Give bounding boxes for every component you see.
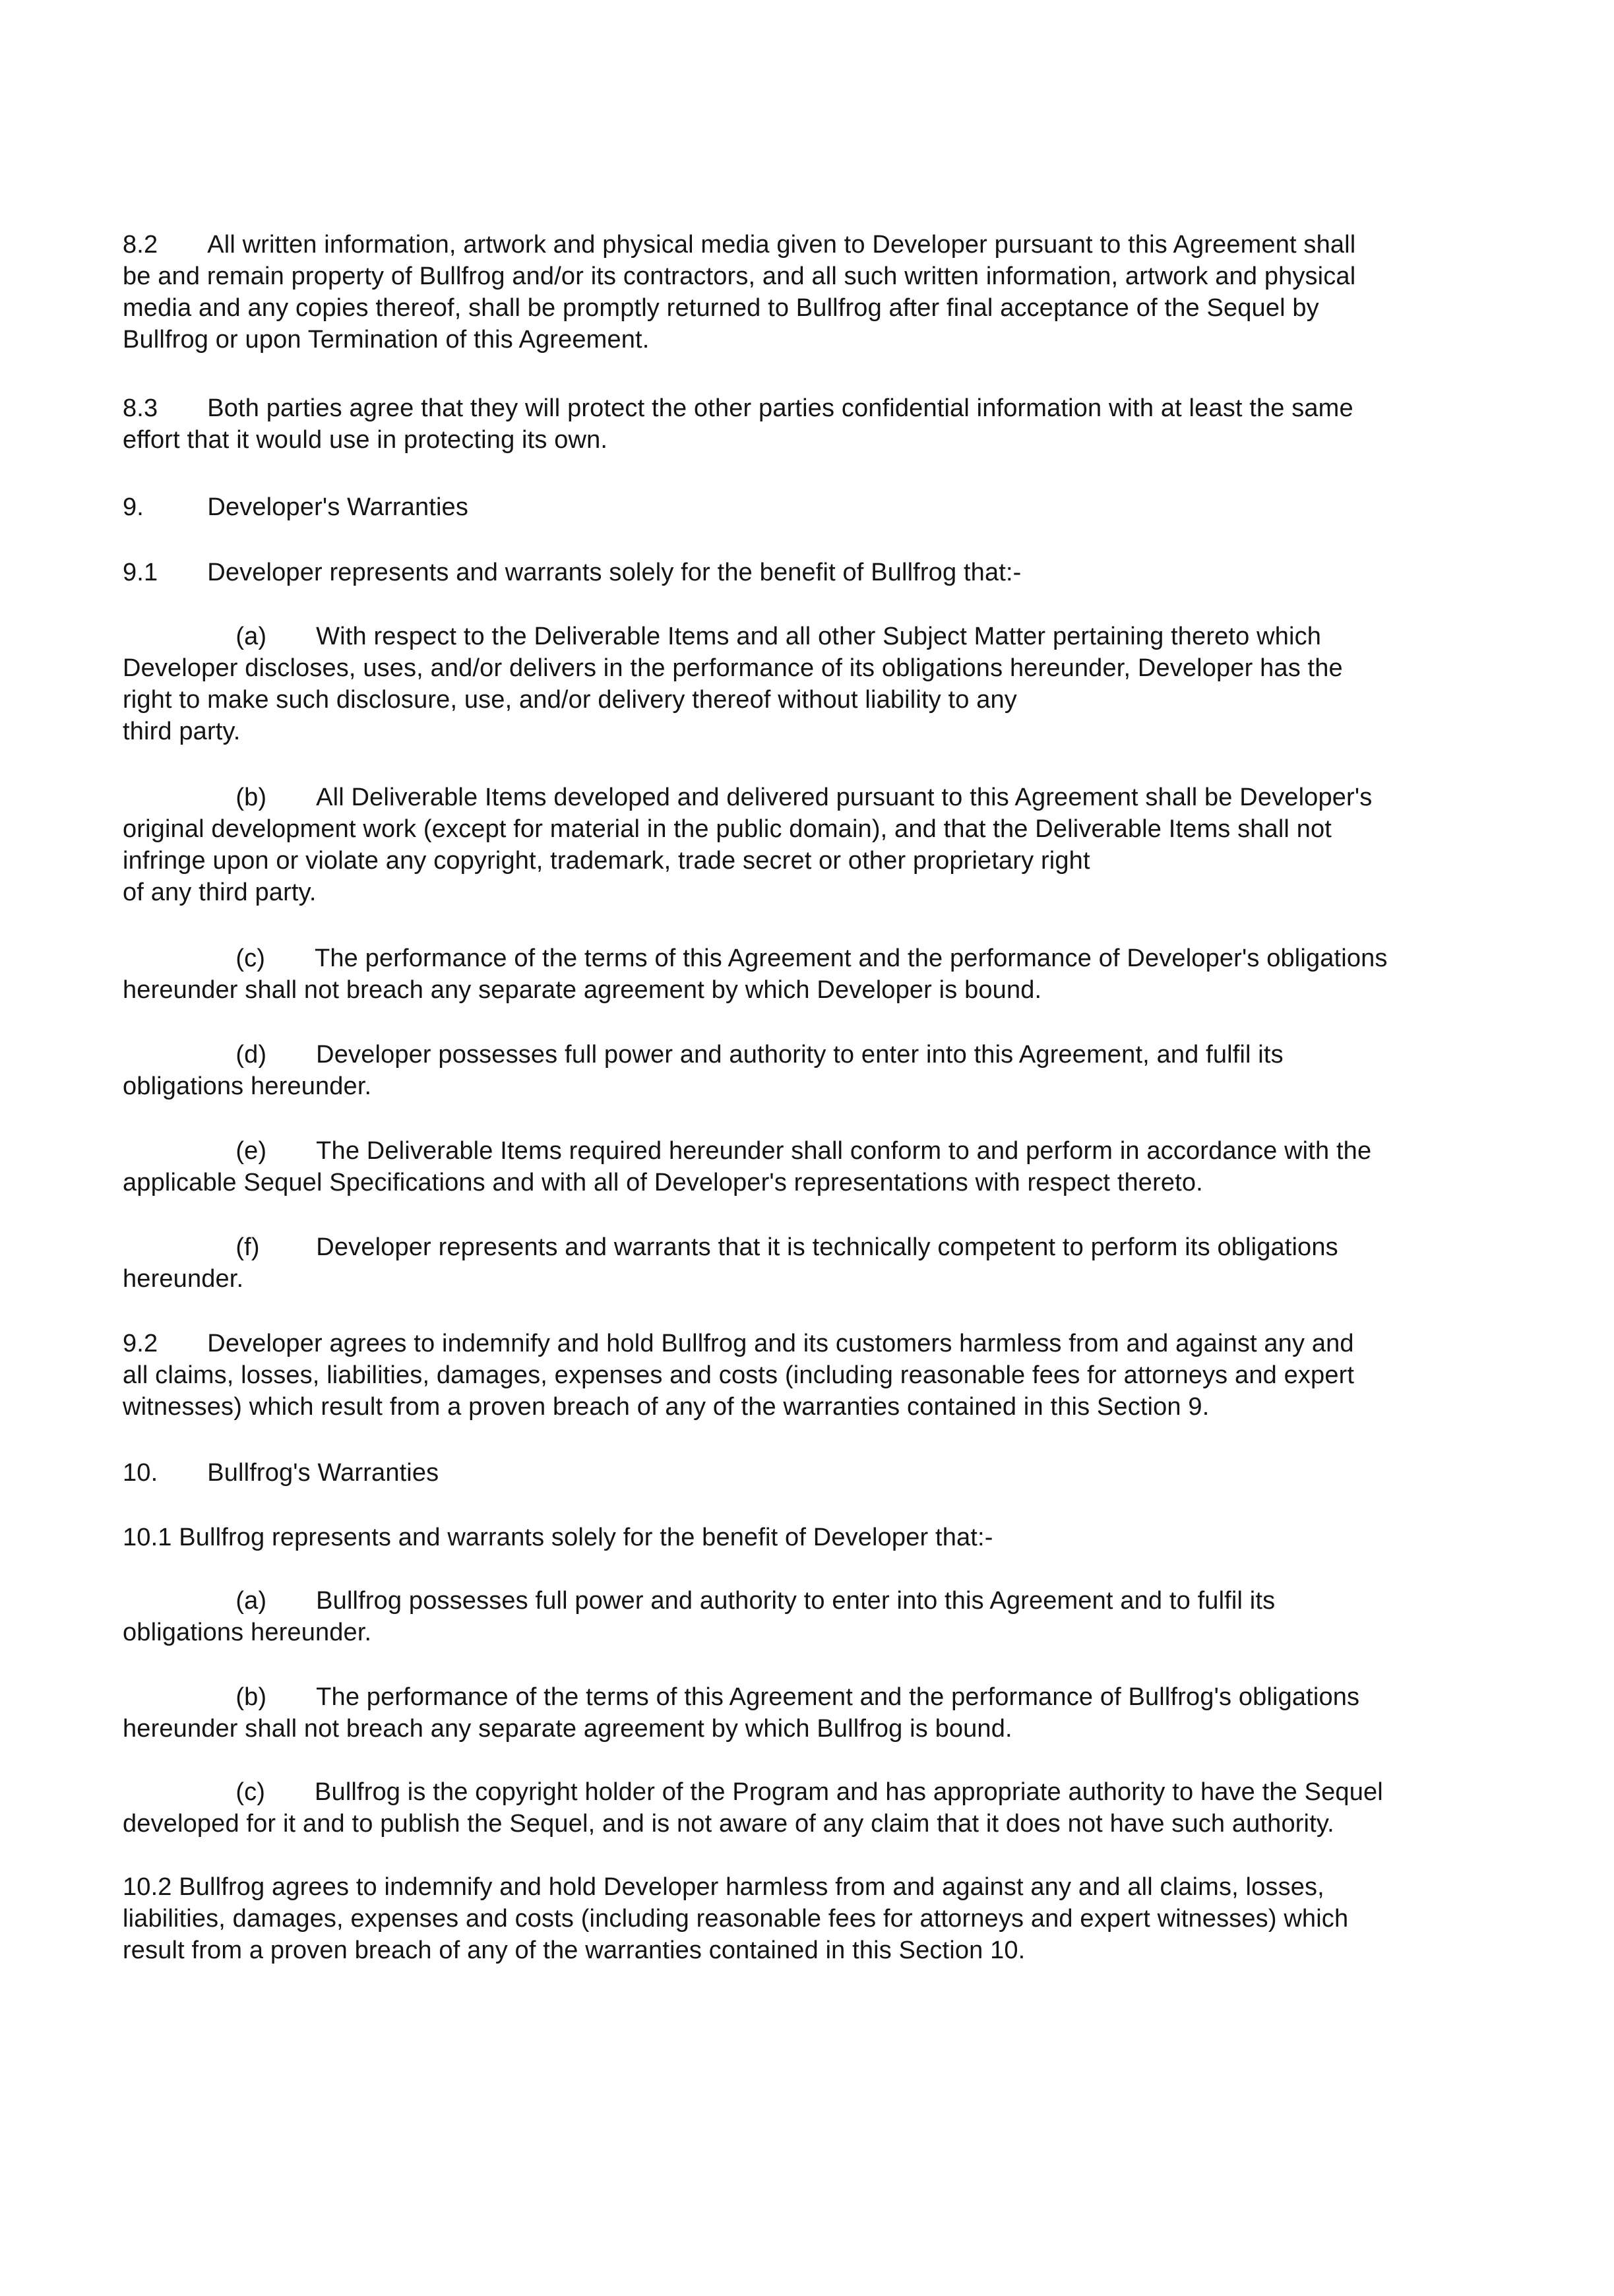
text-line: witnesses) which result from a proven breach of any of the warranties contained in this Section 9. [123, 1393, 1210, 1421]
text-line: (a) Bullfrog possesses full power and authority to enter into this Agreement and to fulfil its [123, 1587, 1276, 1615]
text-line: (b) All Deliverable Items developed and delivered pursuant to this Agreement shall be Developer's [123, 784, 1373, 811]
text-line: (c) The performance of the terms of this Agreement and the performance of Developer's obligations [123, 945, 1388, 972]
text-line: 9.2 Developer agrees to indemnify and hold Bullfrog and its customers harmless from and against any and [123, 1330, 1354, 1357]
section-heading: 10. Bullfrog's Warranties [123, 1459, 439, 1487]
text-line: (d) Developer possesses full power and authority to enter into this Agreement, and fulfil its [123, 1041, 1284, 1069]
text-line: Developer discloses, uses, and/or delivers in the performance of its obligations hereunder, Developer has the [123, 654, 1343, 682]
text-line: third party. [123, 718, 241, 745]
text-line: Bullfrog or upon Termination of this Agreement. [123, 326, 650, 354]
section-heading: 9. Developer's Warranties [123, 493, 468, 521]
text-line: hereunder. [123, 1265, 244, 1293]
text-line: be and remain property of Bullfrog and/or its contractors, and all such written information, artwork and physical [123, 263, 1356, 290]
text-line: obligations hereunder. [123, 1619, 372, 1646]
text-line: original development work (except for material in the public domain), and that the Deliverable Items shall not [123, 815, 1332, 843]
text-line: hereunder shall not breach any separate agreement by which Bullfrog is bound. [123, 1715, 1012, 1743]
text-line: of any third party. [123, 879, 317, 906]
text-line: developed for it and to publish the Sequel, and is not aware of any claim that it does not have such authority. [123, 1810, 1334, 1838]
text-line: 9.1 Developer represents and warrants solely for the benefit of Bullfrog that:- [123, 559, 1022, 586]
text-line: (f) Developer represents and warrants that it is technically competent to perform its obligations [123, 1233, 1338, 1261]
text-line: 8.2 All written information, artwork and physical media given to Developer pursuant to this Agreement shall [123, 231, 1356, 259]
text-line: hereunder shall not breach any separate agreement by which Developer is bound. [123, 976, 1042, 1004]
text-line: infringe upon or violate any copyright, trademark, trade secret or other proprietary right [123, 847, 1090, 875]
text-line: 10.2 Bullfrog agrees to indemnify and hold Developer harmless from and against any and all claims, losses, [123, 1873, 1324, 1901]
text-line: (b) The performance of the terms of this Agreement and the performance of Bullfrog's obligations [123, 1683, 1360, 1711]
text-line: liabilities, damages, expenses and costs (including reasonable fees for attorneys and expert witnesses) which [123, 1905, 1349, 1933]
text-line: media and any copies thereof, shall be promptly returned to Bullfrog after final acceptance of the Sequel by [123, 294, 1319, 322]
text-line: (e) The Deliverable Items required hereunder shall conform to and perform in accordance with the [123, 1137, 1372, 1165]
text-line: (a) With respect to the Deliverable Items and all other Subject Matter pertaining thereto which [123, 623, 1322, 650]
text-line: effort that it would use in protecting its own. [123, 426, 608, 454]
text-line: 8.3 Both parties agree that they will protect the other parties confidential information with at least the same [123, 394, 1353, 422]
text-line: result from a proven breach of any of the warranties contained in this Section 10. [123, 1937, 1026, 1964]
text-line: (c) Bullfrog is the copyright holder of the Program and has appropriate authority to have the Sequel [123, 1778, 1383, 1806]
text-line: obligations hereunder. [123, 1072, 372, 1100]
text-line: 10.1 Bullfrog represents and warrants solely for the benefit of Developer that:- [123, 1524, 993, 1551]
text-line: applicable Sequel Specifications and with all of Developer's representations with respect thereto. [123, 1169, 1203, 1196]
text-line: all claims, losses, liabilities, damages, expenses and costs (including reasonable fees for attorneys and expert [123, 1361, 1355, 1389]
text-line: right to make such disclosure, use, and/or delivery thereof without liability to any [123, 686, 1017, 714]
